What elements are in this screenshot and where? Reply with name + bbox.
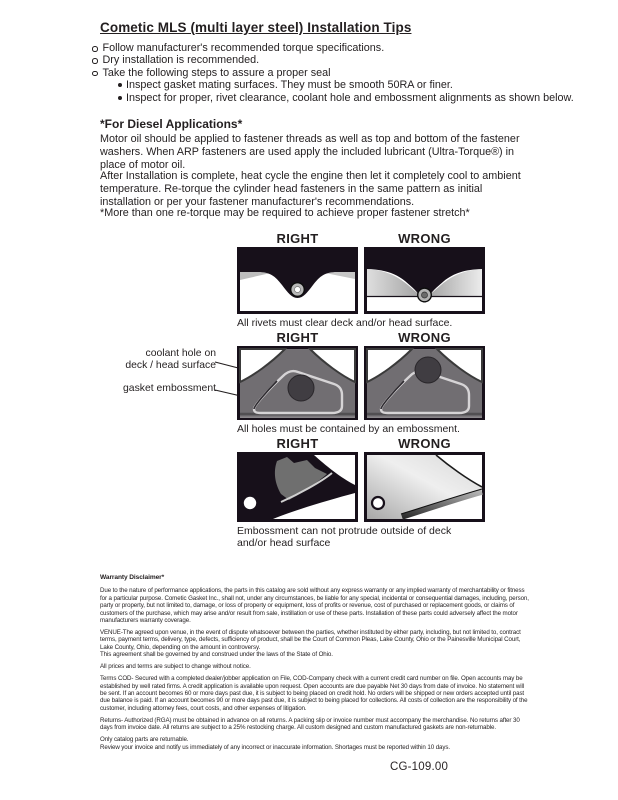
embossment-right-diagram <box>237 346 358 420</box>
wrong-label: WRONG <box>398 330 451 345</box>
legal-paragraph: VENUE-The agreed upon venue, in the event of dispute whatsoever between the parties, whether instituted by either party, including, but not limited to, contract terms, payment terms, delivery, type, defects, sufficiency of product, shall be the Court of Common Pleas, Lake County, Ohio or the Painesville Municipal Court, Lake County, Ohio, depending on the amount in controversy. This agreement shall be governed by and construed under the laws of the State of Ohio. <box>100 629 521 659</box>
protrusion-wrong-diagram <box>364 452 485 522</box>
gasket-embossment-callout: gasket embossment <box>123 383 216 394</box>
page-number: CG-109.00 <box>390 761 449 773</box>
diesel-section-heading: *For Diesel Applications* <box>100 117 243 131</box>
bullet-item <box>92 54 574 66</box>
open-bullet-icon <box>92 46 98 52</box>
sub-bullet-item <box>118 92 574 104</box>
legal-paragraph: Due to the nature of performance applications, the parts in this catalog are sold without any express warranty or any implied warranty of merchantability or fitness for a particular purpose. Cometic Gasket Inc., shall not, under any circumstances, be liable for any special, incidental or consequential damages, including, person, party or property, but not limited to, damage, or loss of property or equipment, loss of profits or revenue, cost of purchased or replacement goods, or claims of customers of the purchase, which may arise and/or result from sale, instillation or use of these parts. Installation of these parts could adversely affect the motor manufacturers warranty coverage. <box>100 587 529 625</box>
diagram-set-protrusion <box>237 436 485 549</box>
legal-section <box>100 574 530 756</box>
diagram-set-holes <box>237 330 485 435</box>
bullet-text: Take the following steps to assure a proper seal <box>102 66 331 79</box>
rivet-right-diagram <box>237 247 358 314</box>
sub-bullet-item <box>118 79 574 91</box>
page-title: Cometic MLS (multi layer steel) Installation Tips <box>100 20 412 35</box>
filled-bullet-icon <box>118 83 122 87</box>
diagram-set-rivets <box>237 231 485 329</box>
protrusion-right-diagram <box>237 452 358 522</box>
right-label: RIGHT <box>276 436 319 451</box>
open-bullet-icon <box>92 58 98 64</box>
wrong-label: WRONG <box>398 231 451 246</box>
diagram-caption: All rivets must clear deck and/or head surface. <box>237 317 453 329</box>
diesel-paragraph: Motor oil should be applied to fastener threads as well as top and bottom of the fastener washers. When ARP fasteners are used apply the included lubricant (Ultra-Torque®) in place of motor oil. <box>100 133 520 172</box>
bullet-text: Inspect for proper, rivet clearance, coolant hole and embossment alignments as shown below. <box>126 91 574 104</box>
diesel-paragraph: After Installation is complete, heat cycle the engine then let it completely cool to ambient temperature. Re-torque the cylinder head fasteners in the same pattern as initial installation or per your fastener manufacturer's recommendations. <box>100 170 521 209</box>
legal-paragraph: All prices and terms are subject to change without notice. <box>100 663 251 671</box>
legal-paragraph: Only catalog parts are returnable. Review your invoice and notify us immediately of any incorrect or inaccurate information. Shortages must be reported within 10 days. <box>100 736 450 751</box>
coolant-hole-callout: coolant hole on deck / head surface <box>125 348 216 371</box>
embossment-wrong-diagram <box>364 346 485 420</box>
bullet-text: Inspect gasket mating surfaces. They must be smooth 50RA or finer. <box>126 79 453 92</box>
right-label: RIGHT <box>276 330 319 345</box>
warranty-disclaimer-heading: Warranty Disclaimer* <box>100 574 165 581</box>
diagram-caption: All holes must be contained by an embossment. <box>237 423 460 435</box>
right-label: RIGHT <box>276 231 319 246</box>
open-bullet-icon <box>92 71 98 77</box>
bullet-text: Follow manufacturer's recommended torque specifications. <box>102 42 385 54</box>
bullet-text: Dry installation is recommended. <box>102 54 260 67</box>
bullet-item <box>92 67 574 79</box>
wrong-label: WRONG <box>398 436 451 451</box>
installation-tips-list <box>92 42 574 104</box>
filled-bullet-icon <box>118 96 122 100</box>
diagram-caption: Embossment can not protrude outside of deck and/or head surface <box>237 525 452 549</box>
legal-paragraph: Returns- Authorized (RGA) must be obtained in advance on all returns. A packing slip or invoice number must accompany the merchandise. No returns after 30 days from invoice date. All returns are subject to a 25% restocking charge. All custom designed and custom manufactured gaskets are non-returnable. <box>100 716 520 732</box>
rivet-wrong-diagram <box>364 247 485 314</box>
bullet-item <box>92 42 574 54</box>
diesel-paragraph: *More than one re-torque may be required to achieve proper fastener stretch* <box>100 207 470 219</box>
legal-paragraph: Terms COD- Secured with a completed dealer/jobber application on File, COD-Company check with a current credit card number on file. Open accounts may be established by well rated firms. A credit application is available upon request. Open accounts are due payable Net 30 days from date of invoice. No statement will be sent. If an account becomes 60 or more days past due, it is subject to being placed on credit hold. No orders will be shipped or new orders accepted until past due balance is paid. If an account becomes 90 or more days past due, it is subject to being placed for collections. All costs of collection are the responsibility of the customer, including attorney fees, court costs, and other expenses of litigation. <box>100 675 528 712</box>
